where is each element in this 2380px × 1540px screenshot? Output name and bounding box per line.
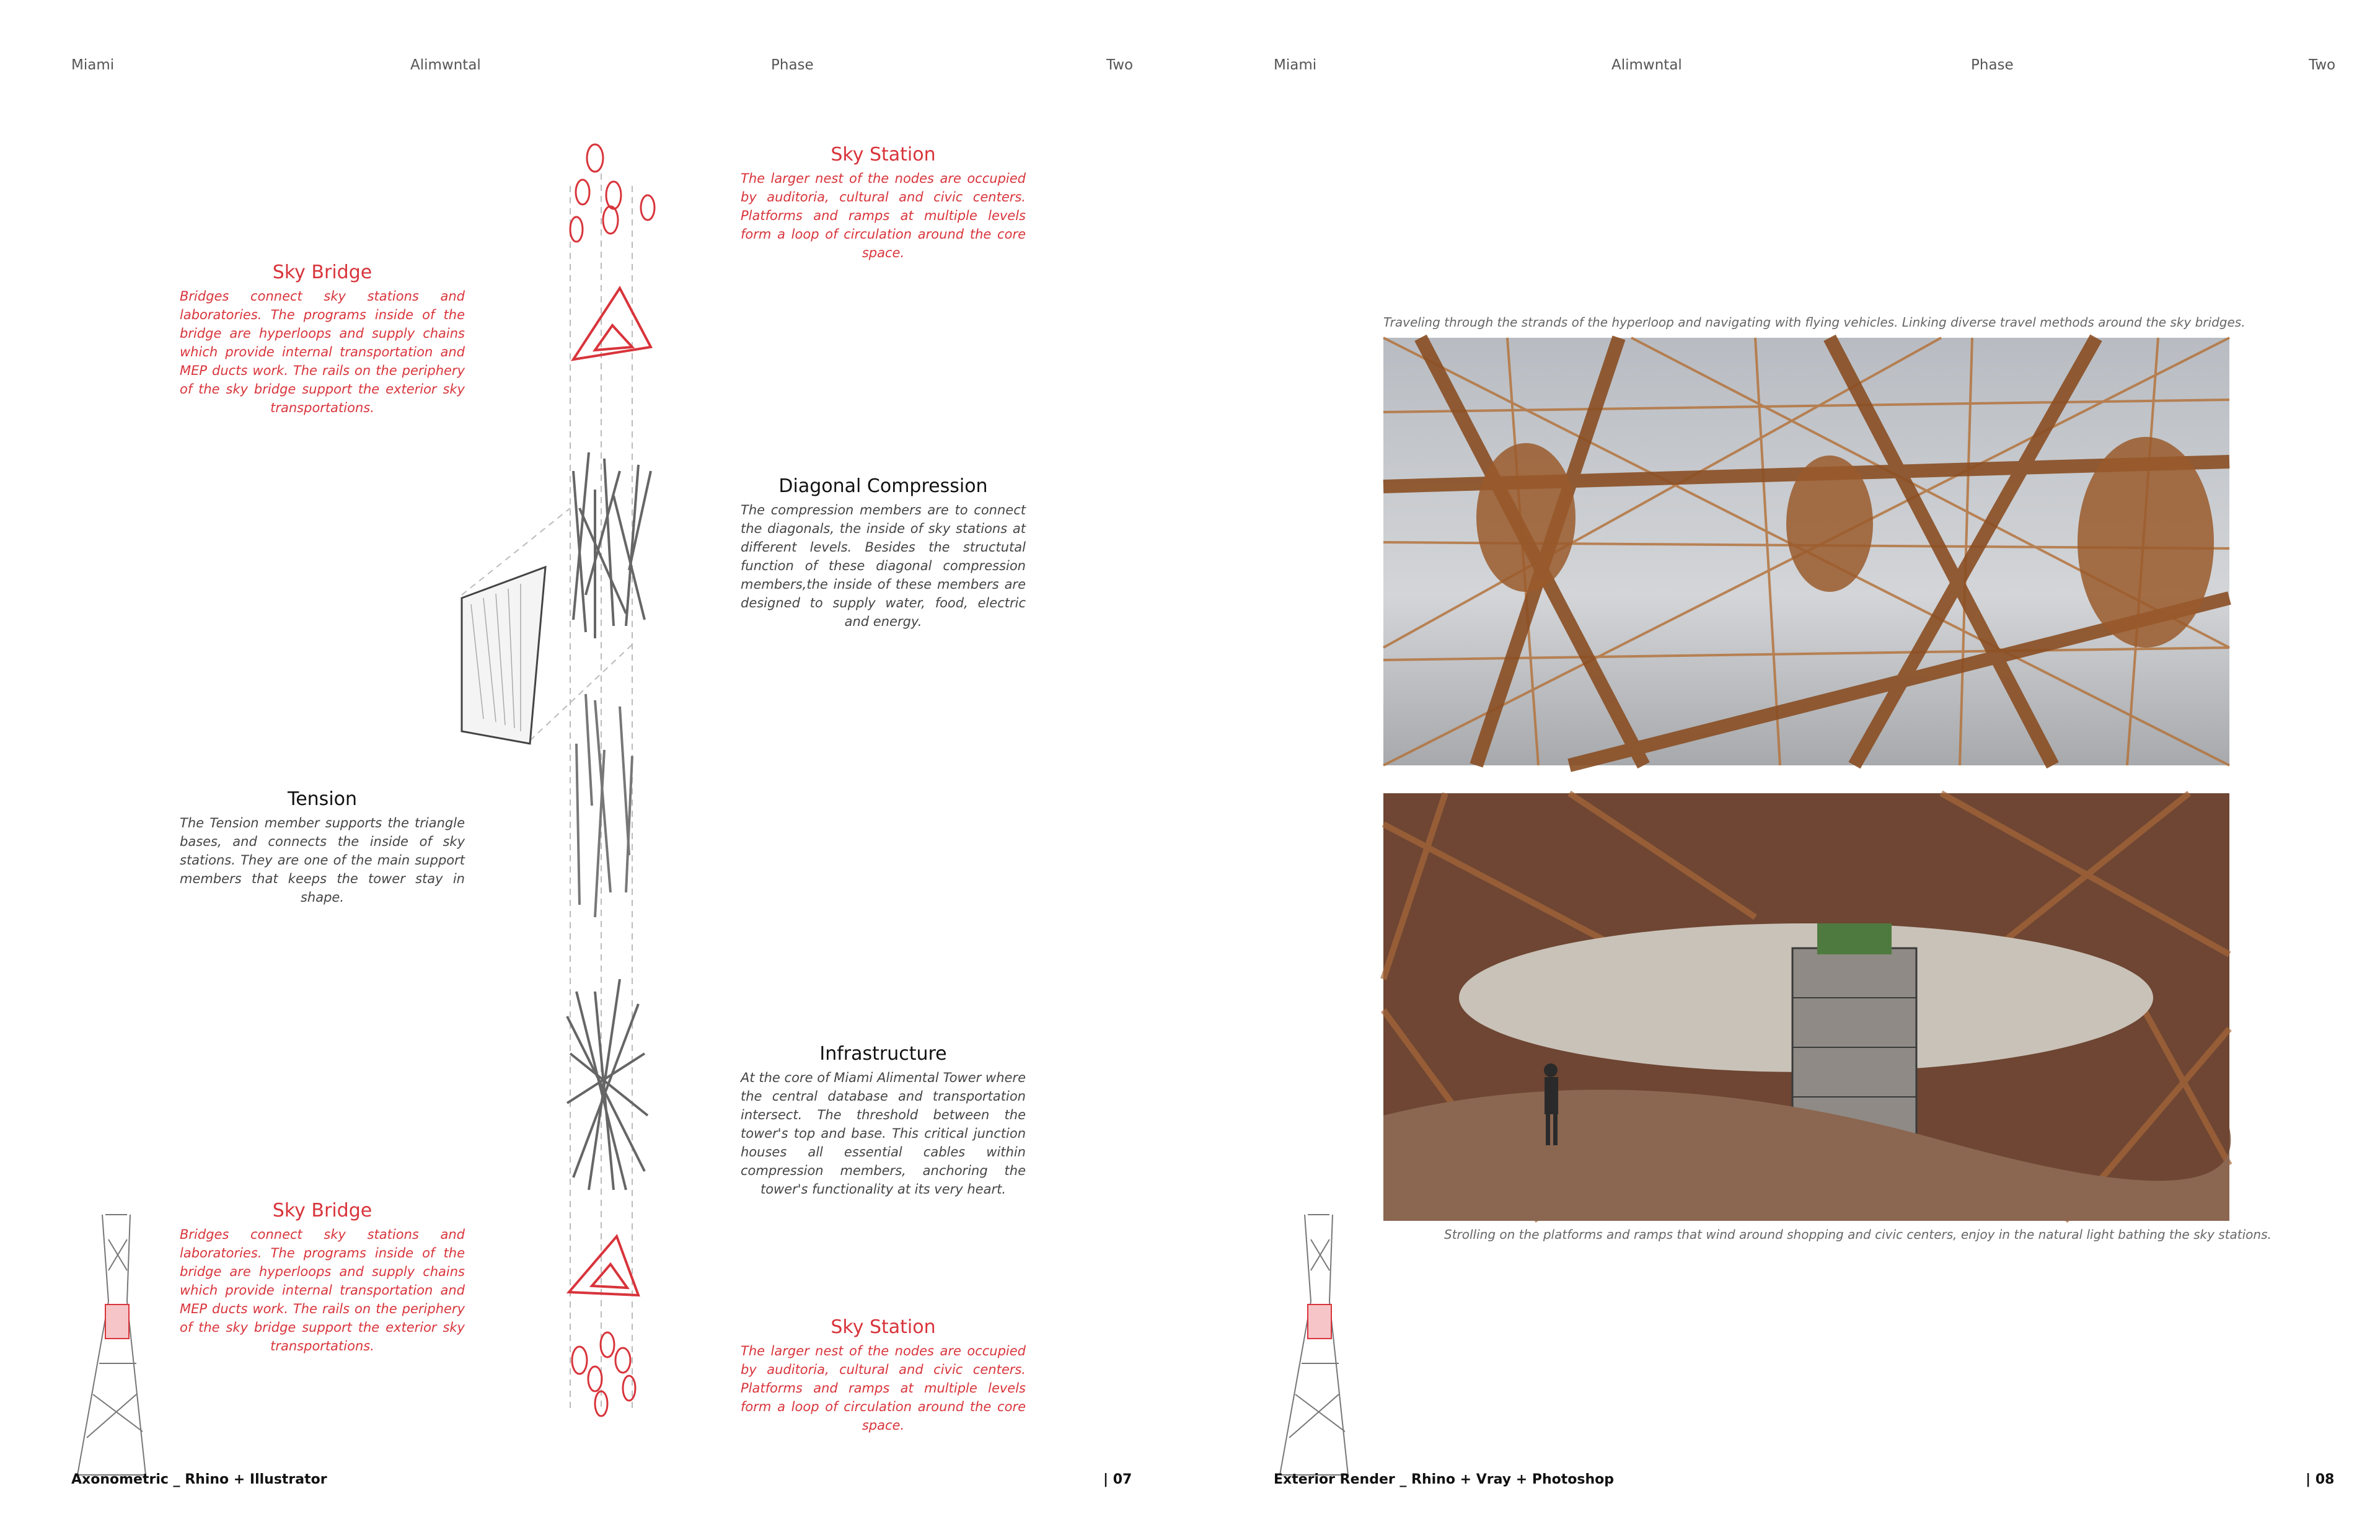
block-title: Sky Bridge: [272, 1200, 372, 1221]
block-title: Sky Bridge: [272, 262, 372, 283]
block-text: The Tension member supports the triangle bases, and connects the inside of sky stations. They are one of the main support members that keeps the tower stay in shape.: [180, 816, 465, 905]
header-alimental: Alimwntal: [1611, 57, 1682, 73]
block-text: Bridges connect sky stations and laboratories. The programs inside of the bridge are hyperloops and supply chains which provide internal transportation and MEP ducts work. The rails on the periphery of the sky bridge support the exterior sky transportations.: [180, 1227, 465, 1353]
block-text: The larger nest of the nodes are occupied by auditoria, cultural and civic centers. Platforms and ramps at multiple levels form a loop of circulation around the core space.: [741, 1344, 1026, 1433]
header-phase: Phase: [1971, 57, 2014, 73]
block-text: At the core of Miami Alimental Tower where the central database and transportation intersect. The threshold between the tower's top and base. This critical junction houses all essential cables within compression members, anchoring the tower's functionality at its very heart.: [741, 1070, 1026, 1197]
caption-top: Traveling through the strands of the hyperloop and navigating with flying vehicles. Linking diverse travel methods around the sky bridges.: [1383, 315, 2246, 330]
block-text: The compression members are to connect the diagonals, the inside of sky stations at different levels. Besides the structutal function of these diagonal compression members,the inside of these members are designed to supply water, food, electric and energy.: [741, 503, 1026, 629]
header-two: Two: [2309, 57, 2336, 73]
block-title: Diagonal Compression: [778, 475, 988, 497]
block-text: The larger nest of the nodes are occupied by auditoria, cultural and civic centers. Platforms and ramps at multiple levels form a loop of circulation around the core space.: [741, 171, 1026, 260]
header-two: Two: [1106, 57, 1134, 73]
header-phase: Phase: [771, 57, 814, 73]
footer-label: Axonometric _ Rhino + Illustrator: [71, 1472, 327, 1487]
block-title: Sky Station: [831, 144, 936, 165]
block-title: Tension: [287, 788, 358, 810]
block-title: Infrastructure: [819, 1043, 947, 1065]
page-number: | 07: [1103, 1472, 1132, 1487]
header-alimental: Alimwntal: [410, 57, 481, 73]
block-text: Bridges connect sky stations and laboratories. The programs inside of the bridge are hyperloops and supply chains which provide internal transportation and MEP ducts work. The rails on the periphery of the sky bridge support the exterior sky transportations.: [180, 289, 465, 415]
tower-thumbnail-drawing: [1190, 0, 2380, 1540]
header-miami: Miami: [71, 57, 115, 73]
footer-label: Exterior Render _ Rhino + Vray + Photoshop: [1274, 1472, 1614, 1487]
header-miami: Miami: [1274, 57, 1317, 73]
block-title: Sky Station: [831, 1316, 936, 1338]
page-number: | 08: [2306, 1472, 2335, 1487]
caption-bottom: Strolling on the platforms and ramps that wind around shopping and civic centers, enjoy in the natural light bathing the sky stations.: [1444, 1227, 2272, 1242]
right-page: [1190, 0, 2380, 1540]
